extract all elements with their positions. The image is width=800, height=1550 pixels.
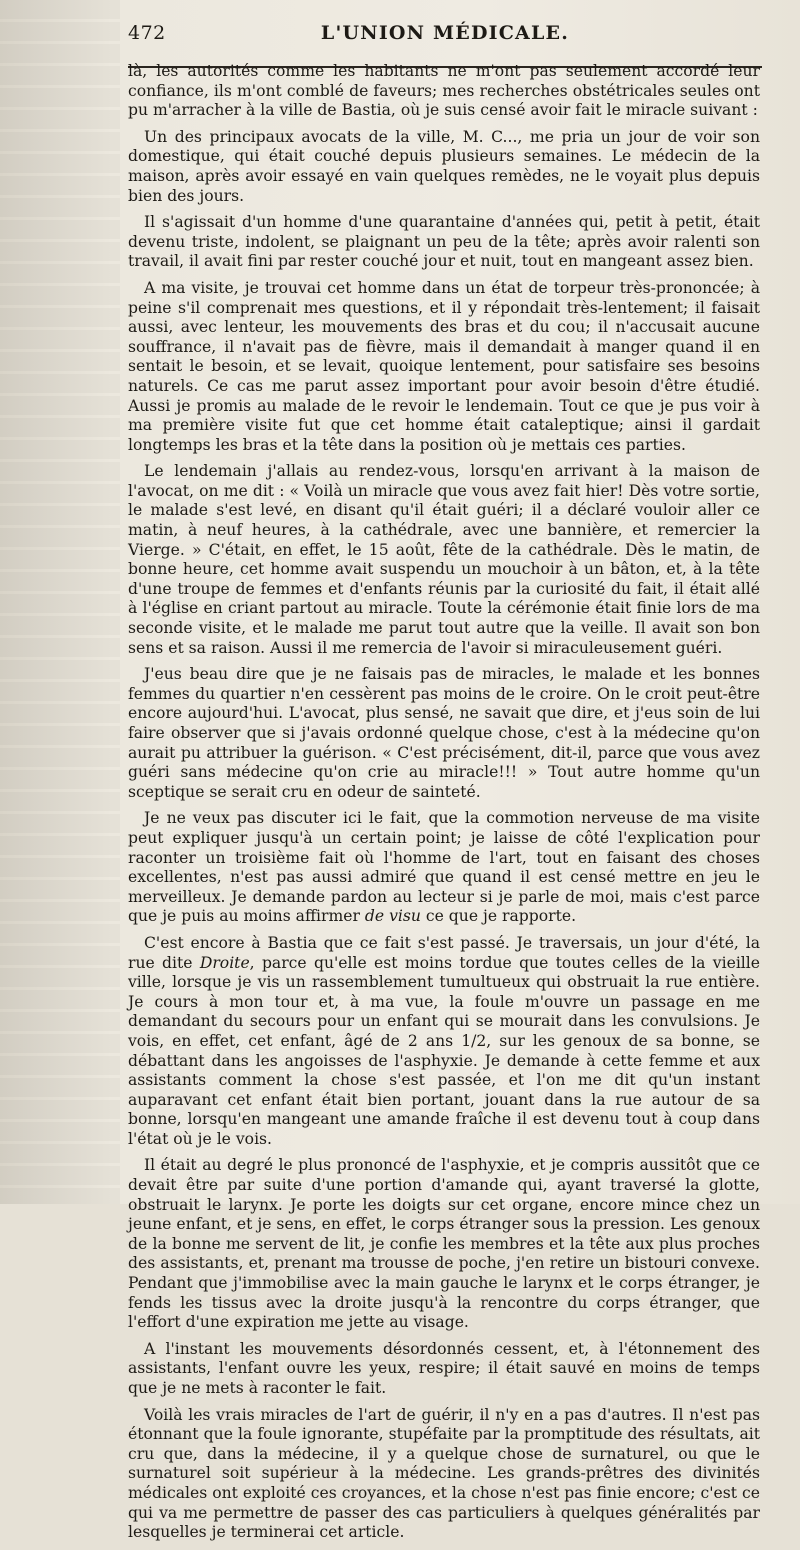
paragraph: A ma visite, je trouvai cet homme dans un état de torpeur très-prononcée; à peine s'il comprenait mes questions, et il y répondait très-lentement; il faisait aussi, avec lenteur, les mouvements des bras et du cou; il n'accusait aucune souffrance, il n'avait pas de fièvre, mais il demandait à manger quand il en sentait le besoin, et se levait, quoique lentement, pour satisfaire ses besoins naturels. Ce cas me parut assez important pour avoir besoin d'être étudié. Aussi je promis au malade de le revoir le lendemain. Tout ce que je pus voir à ma première visite fut que cet homme était cataleptique; ainsi il gardait longtemps les bras et la tête dans la position où je mettais ces parties.: [128, 278, 760, 454]
page-header: [128, 22, 762, 58]
paragraph: A l'instant les mouvements désordonnés cessent, et, à l'étonnement des assistants, l'enfant ouvre les yeux, respire; il était sauvé en moins de temps que je ne mets à raconter le fait.: [128, 1339, 760, 1397]
article-body: [128, 62, 760, 1550]
paragraph: Il s'agissait d'un homme d'une quarantaine d'années qui, petit à petit, était devenu triste, indolent, se plaignant un peu de la tête; après avoir ralenti son travail, il avait fini par rester couché jour et nuit, tout en mangeant assez bien.: [128, 213, 760, 271]
paragraph: J'eus beau dire que je ne faisais pas de miracles, le malade et les bonnes femmes du quartier n'en cessèrent pas moins de le croire. On le croit peut-être encore aujourd'hui. L'avocat, plus sensé, ne savait que dire, et j'eus soin de lui faire observer que si j'avais ordonné quelque chose, c'est à la médecine qu'on aurait pu attribuer la guérison. « C'est précisément, dit-il, parce que vous avez guéri sans médecine qu'on crie au miracle!!! » Tout autre homme qu'un sceptique se serait cru en odeur de sainteté.: [128, 665, 760, 801]
paragraph: Il était au degré le plus prononcé de l'asphyxie, et je compris aussitôt que ce devait être par suite d'une portion d'amande qui, ayant traversé la glotte, obstruait le larynx. Je porte les doigts sur cet organe, encore mince chez un jeune enfant, et je sens, en effet, le corps étranger sous la pression. Les genoux de la bonne me servent de lit, je confie les membres et la tête aux plus proches des assistants, et, prenant ma trousse de poche, j'en retire un bistouri convexe. Pendant que j'immobilise avec la main gauche le larynx et le corps étranger, je fends les tissus avec la droite jusqu'à la rencontre du corps étranger, que l'effort d'une expiration me jette au visage.: [128, 1156, 760, 1332]
paragraph: Voilà les vrais miracles de l'art de guérir, il n'y en a pas d'autres. Il n'est pas étonnant que la foule ignorante, stupéfaite par la promptitude des résultats, ait cru que, dans la médecine, il y a quelque chose de surnaturel, ou que le surnaturel soit supérieur à la médecine. Les grands-prêtres des divinités médicales ont exploité ces croyances, et la chose n'est pas finie encore; c'est ce qui va me permettre de passer des cas particuliers à quelques généralités par lesquelles je terminerai cet article.: [128, 1405, 760, 1542]
page-number: 472: [128, 22, 166, 44]
facing-page-bleed: [0, 0, 120, 1204]
paragraph: Un des principaux avocats de la ville, M. C..., me pria un jour de voir son domestique, qui était couché depuis plusieurs semaines. Le médecin de la maison, après avoir essayé en vain quelques remèdes, ne le voyait plus depuis bien des jours.: [128, 127, 760, 205]
paragraph: Je ne veux pas discuter ici le fait, que la commotion nerveuse de ma visite peut expliquer jusqu'à un certain point; je laisse de côté l'explication pour raconter un troisième fait où l'homme de l'art, tout en faisant des choses excellentes, n'est pas aussi admiré que quand il est censé mettre en jeu le merveilleux. Je demande pardon au lecteur si je parle de moi, mais c'est parce que je puis au moins affirmer de visu ce que je rapporte.: [128, 809, 760, 926]
paragraph: là, les autorités comme les habitants ne m'ont pas seulement accordé leur confiance, ils m'ont comblé de faveurs; mes recherches obstétricales seules ont pu m'arracher à la ville de Bastia, où je suis censé avoir fait le miracle suivant :: [128, 62, 760, 120]
running-title: L'UNION MÉDICALE.: [320, 22, 570, 44]
paragraph: C'est encore à Bastia que ce fait s'est passé. Je traversais, un jour d'été, la rue dite Droite, parce qu'elle est moins tordue que toutes celles de la vieille ville, lorsque je vis un rassemblement tumultueux qui obstruait la rue entière. Je cours à mon tour et, à ma vue, la foule m'ouvre un passage en me demandant du secours pour un enfant qui se mourait dans les convulsions. Je vois, en effet, cet enfant, âgé de 2 ans 1/2, sur les genoux de sa bonne, se débattant dans les angoisses de l'asphyxie. Je demande à cette femme et aux assistants comment la chose s'est passée, et l'on me dit qu'un instant auparavant cet enfant était bien portant, jouant dans la rue autour de sa bonne, lorsqu'en mangeant une amande fraîche il est devenu tout à coup dans l'état où je le vois.: [128, 933, 761, 1148]
paragraph: Le lendemain j'allais au rendez-vous, lorsqu'en arrivant à la maison de l'avocat, on me dit : « Voilà un miracle que vous avez fait hier! Dès votre sortie, le malade s'est levé, en disant qu'il était guéri; il a déclaré vouloir aller ce matin, à neuf heures, à la cathédrale, avec une bannière, et remercier la Vierge. » C'était, en effet, le 15 août, fête de la cathédrale. Dès le matin, de bonne heure, cet homme avait suspendu un mouchoir à un bâton, et, à la tête d'une troupe de femmes et d'enfants réunis par la curiosité du fait, il était allé à l'église en criant partout au miracle. Toute la cérémonie était finie lors de ma seconde visite, et le malade me parut tout autre que la veille. Il avait son bon sens et sa raison. Aussi il me remercia de l'avoir si miraculeusement guéri.: [128, 462, 760, 657]
